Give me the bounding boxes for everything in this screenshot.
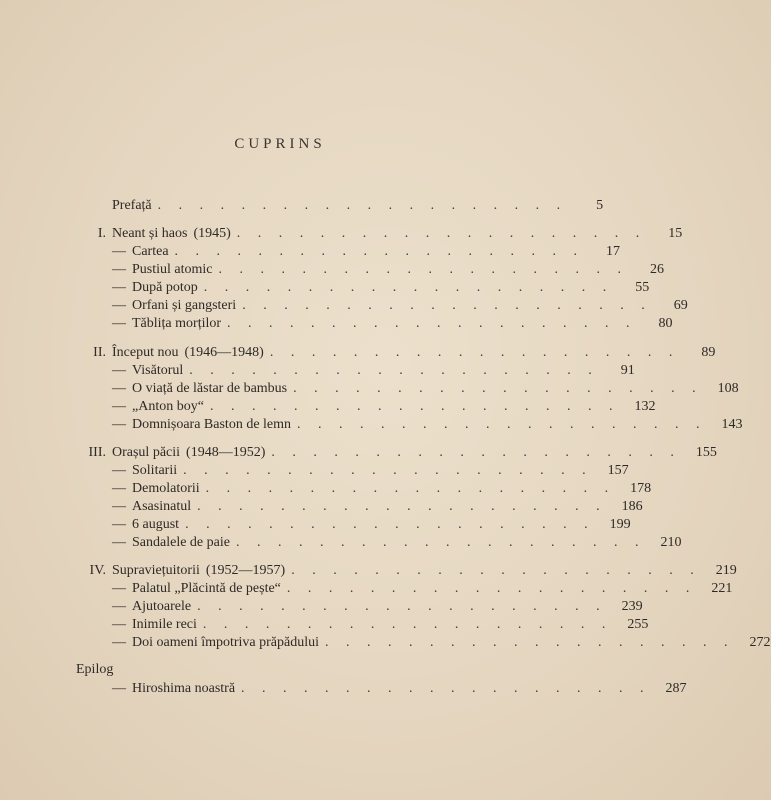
entry-dash: — <box>112 481 126 496</box>
section-title: Început nou <box>112 345 179 360</box>
toc-page-number: 157 <box>607 463 629 478</box>
section-title: Epilog <box>76 662 114 677</box>
dot-leader: . . . . . . . . . . . . . . . . . . . . <box>241 681 651 696</box>
toc-entry-label: O viață de lăstar de bambus <box>132 381 288 396</box>
toc-page-number: 143 <box>721 417 743 432</box>
dot-leader: . . . . . . . . . . . . . . . . . . . . <box>269 345 680 360</box>
toc-page-number: 186 <box>621 499 643 514</box>
toc-page-number: 108 <box>717 381 739 396</box>
page-title: CUPRINS <box>234 136 326 152</box>
toc-entry <box>72 634 771 652</box>
dot-leader: . . . . . . . . . . . . . . . . . . . . <box>291 563 701 578</box>
dot-leader: . . . . . . . . . . . . . . . . . . . . <box>189 363 599 378</box>
dot-leader: . . . . . . . . . . . . . . . . . . . . <box>157 198 568 213</box>
toc-entry-label: Hiroshima noastră <box>132 681 236 696</box>
toc-page-number: 239 <box>621 599 643 614</box>
dot-leader: . . . . . . . . . . . . . . . . . . . . <box>236 226 647 241</box>
toc-entry-label: După potop <box>132 280 198 295</box>
dot-leader: . . . . . . . . . . . . . . . . . . . . <box>235 535 646 550</box>
toc-entry-label: Solitarii <box>132 463 178 478</box>
toc-page-number: 210 <box>660 535 682 550</box>
entry-dash: — <box>112 399 126 414</box>
toc-page-number: 178 <box>630 481 652 496</box>
section-years: (1946—1948) <box>184 345 264 360</box>
dot-leader: . . . . . . . . . . . . . . . . . . . . <box>183 463 593 478</box>
dot-leader: . . . . . . . . . . . . . . . . . . . . <box>242 298 652 313</box>
toc-entry-preface <box>72 197 604 215</box>
toc-entry <box>72 680 687 698</box>
section-years: (1945) <box>193 226 231 241</box>
toc-page-number: 69 <box>673 298 688 313</box>
toc-page-number: 89 <box>701 345 716 360</box>
section-years: (1952—1957) <box>205 563 286 578</box>
section-title: Orașul păcii <box>112 445 181 460</box>
entry-dash: — <box>112 244 126 259</box>
dot-leader: . . . . . . . . . . . . . . . . . . . . <box>174 244 585 259</box>
toc-entry-label: Domnișoara Baston de lemn <box>132 417 292 432</box>
dot-leader: . . . . . . . . . . . . . . . . . . . . <box>209 399 620 414</box>
toc-entry-label: Palatul „Plăcintă de pește“ <box>132 581 281 596</box>
dot-leader: . . . . . . . . . . . . . . . . . . . . <box>185 517 595 532</box>
toc-entry <box>72 380 739 398</box>
toc-entry <box>72 279 650 297</box>
toc-page-number: 287 <box>665 681 687 696</box>
entry-dash: — <box>112 298 126 313</box>
toc-page-number: 80 <box>658 316 673 331</box>
dot-leader: . . . . . . . . . . . . . . . . . . . . <box>286 581 697 596</box>
dot-leader: . . . . . . . . . . . . . . . . . . . . <box>218 262 628 277</box>
toc-entry <box>72 243 621 261</box>
entry-dash: — <box>112 535 126 550</box>
toc-entry-label: Orfani și gangsteri <box>132 298 237 313</box>
entry-dash: — <box>112 363 126 378</box>
section-numeral: III. <box>88 445 106 460</box>
toc-page-number: 199 <box>609 517 631 532</box>
toc-entry-label: Ajutoarele <box>132 599 192 614</box>
dot-leader: . . . . . . . . . . . . . . . . . . . . <box>271 445 681 460</box>
entry-dash: — <box>112 517 126 532</box>
toc-page-number: 55 <box>635 280 650 295</box>
toc-entry-label: Visătorul <box>132 363 184 378</box>
toc-entry-label: Sandalele de paie <box>132 535 230 550</box>
section-title: Neant și haos <box>112 226 188 241</box>
entry-dash: — <box>112 617 126 632</box>
toc-entry <box>72 362 635 380</box>
toc-entry-label: Pustiul atomic <box>132 262 213 277</box>
dot-leader: . . . . . . . . . . . . . . . . . . . . <box>202 617 613 632</box>
toc-section-1 <box>72 225 683 243</box>
entry-dash: — <box>112 635 126 650</box>
section-numeral: IV. <box>89 563 106 578</box>
dot-leader: . . . . . . . . . . . . . . . . . . . . <box>197 499 607 514</box>
toc-page-number: 272 <box>749 635 771 650</box>
dot-leader: . . . . . . . . . . . . . . . . . . . . <box>297 417 707 432</box>
toc-entry <box>72 516 631 534</box>
toc-section-3 <box>72 444 717 462</box>
toc-entry <box>72 616 649 634</box>
entry-dash: — <box>112 316 126 331</box>
toc-page-number: 255 <box>627 617 649 632</box>
toc-entry-label: 6 august <box>132 517 180 532</box>
toc-page-number: 219 <box>715 563 737 578</box>
entry-dash: — <box>112 262 126 277</box>
toc-page-number: 155 <box>695 445 717 460</box>
toc-entry <box>72 498 643 516</box>
toc-epilogue <box>76 661 476 679</box>
toc-entry <box>72 315 673 333</box>
toc-entry-label: Doi oameni împotriva prăpădului <box>132 635 320 650</box>
toc-entry-label: Demolatorii <box>132 481 200 496</box>
entry-dash: — <box>112 381 126 396</box>
entry-dash: — <box>112 463 126 478</box>
entry-dash: — <box>112 499 126 514</box>
toc-page-number: 5 <box>596 198 604 213</box>
toc-entry-label: Inimile reci <box>132 617 197 632</box>
section-numeral: I. <box>97 226 106 241</box>
toc-page-number: 91 <box>620 363 635 378</box>
toc-entry <box>72 598 643 616</box>
toc-entry <box>72 480 652 498</box>
dot-leader: . . . . . . . . . . . . . . . . . . . . <box>325 635 735 650</box>
dot-leader: . . . . . . . . . . . . . . . . . . . . <box>293 381 703 396</box>
toc-page-number: 17 <box>606 244 621 259</box>
toc-entry <box>72 462 629 480</box>
entry-dash: — <box>112 581 126 596</box>
toc-entry <box>72 580 733 598</box>
toc-entry-label: Cartea <box>132 244 169 259</box>
dot-leader: . . . . . . . . . . . . . . . . . . . . <box>197 599 607 614</box>
dot-leader: . . . . . . . . . . . . . . . . . . . . <box>227 316 637 331</box>
entry-dash: — <box>112 681 126 696</box>
dot-leader: . . . . . . . . . . . . . . . . . . . . <box>205 481 616 496</box>
section-title: Supraviețuitorii <box>112 563 200 578</box>
section-numeral: II. <box>93 345 106 360</box>
toc-entry-label: „Anton boy“ <box>132 399 204 414</box>
toc-entry-label: Prefață <box>112 198 152 213</box>
toc-page-number: 26 <box>650 262 664 277</box>
toc-entry-label: Asasinatul <box>132 499 192 514</box>
toc-entry <box>72 398 656 416</box>
section-years: (1948—1952) <box>186 445 266 460</box>
entry-dash: — <box>112 599 126 614</box>
dot-leader: . . . . . . . . . . . . . . . . . . . . <box>203 280 614 295</box>
toc-entry <box>72 534 682 552</box>
toc-section-2 <box>72 344 716 362</box>
toc-entry <box>72 297 688 315</box>
toc-page-number: 132 <box>634 399 656 414</box>
toc-entry <box>72 261 664 279</box>
toc-page-number: 15 <box>668 226 683 241</box>
toc-entry <box>72 416 743 434</box>
toc-entry-label: Tăblița morților <box>132 316 222 331</box>
entry-dash: — <box>112 417 126 432</box>
toc-section-4 <box>72 562 737 580</box>
entry-dash: — <box>112 280 126 295</box>
toc-page-number: 221 <box>711 581 733 596</box>
